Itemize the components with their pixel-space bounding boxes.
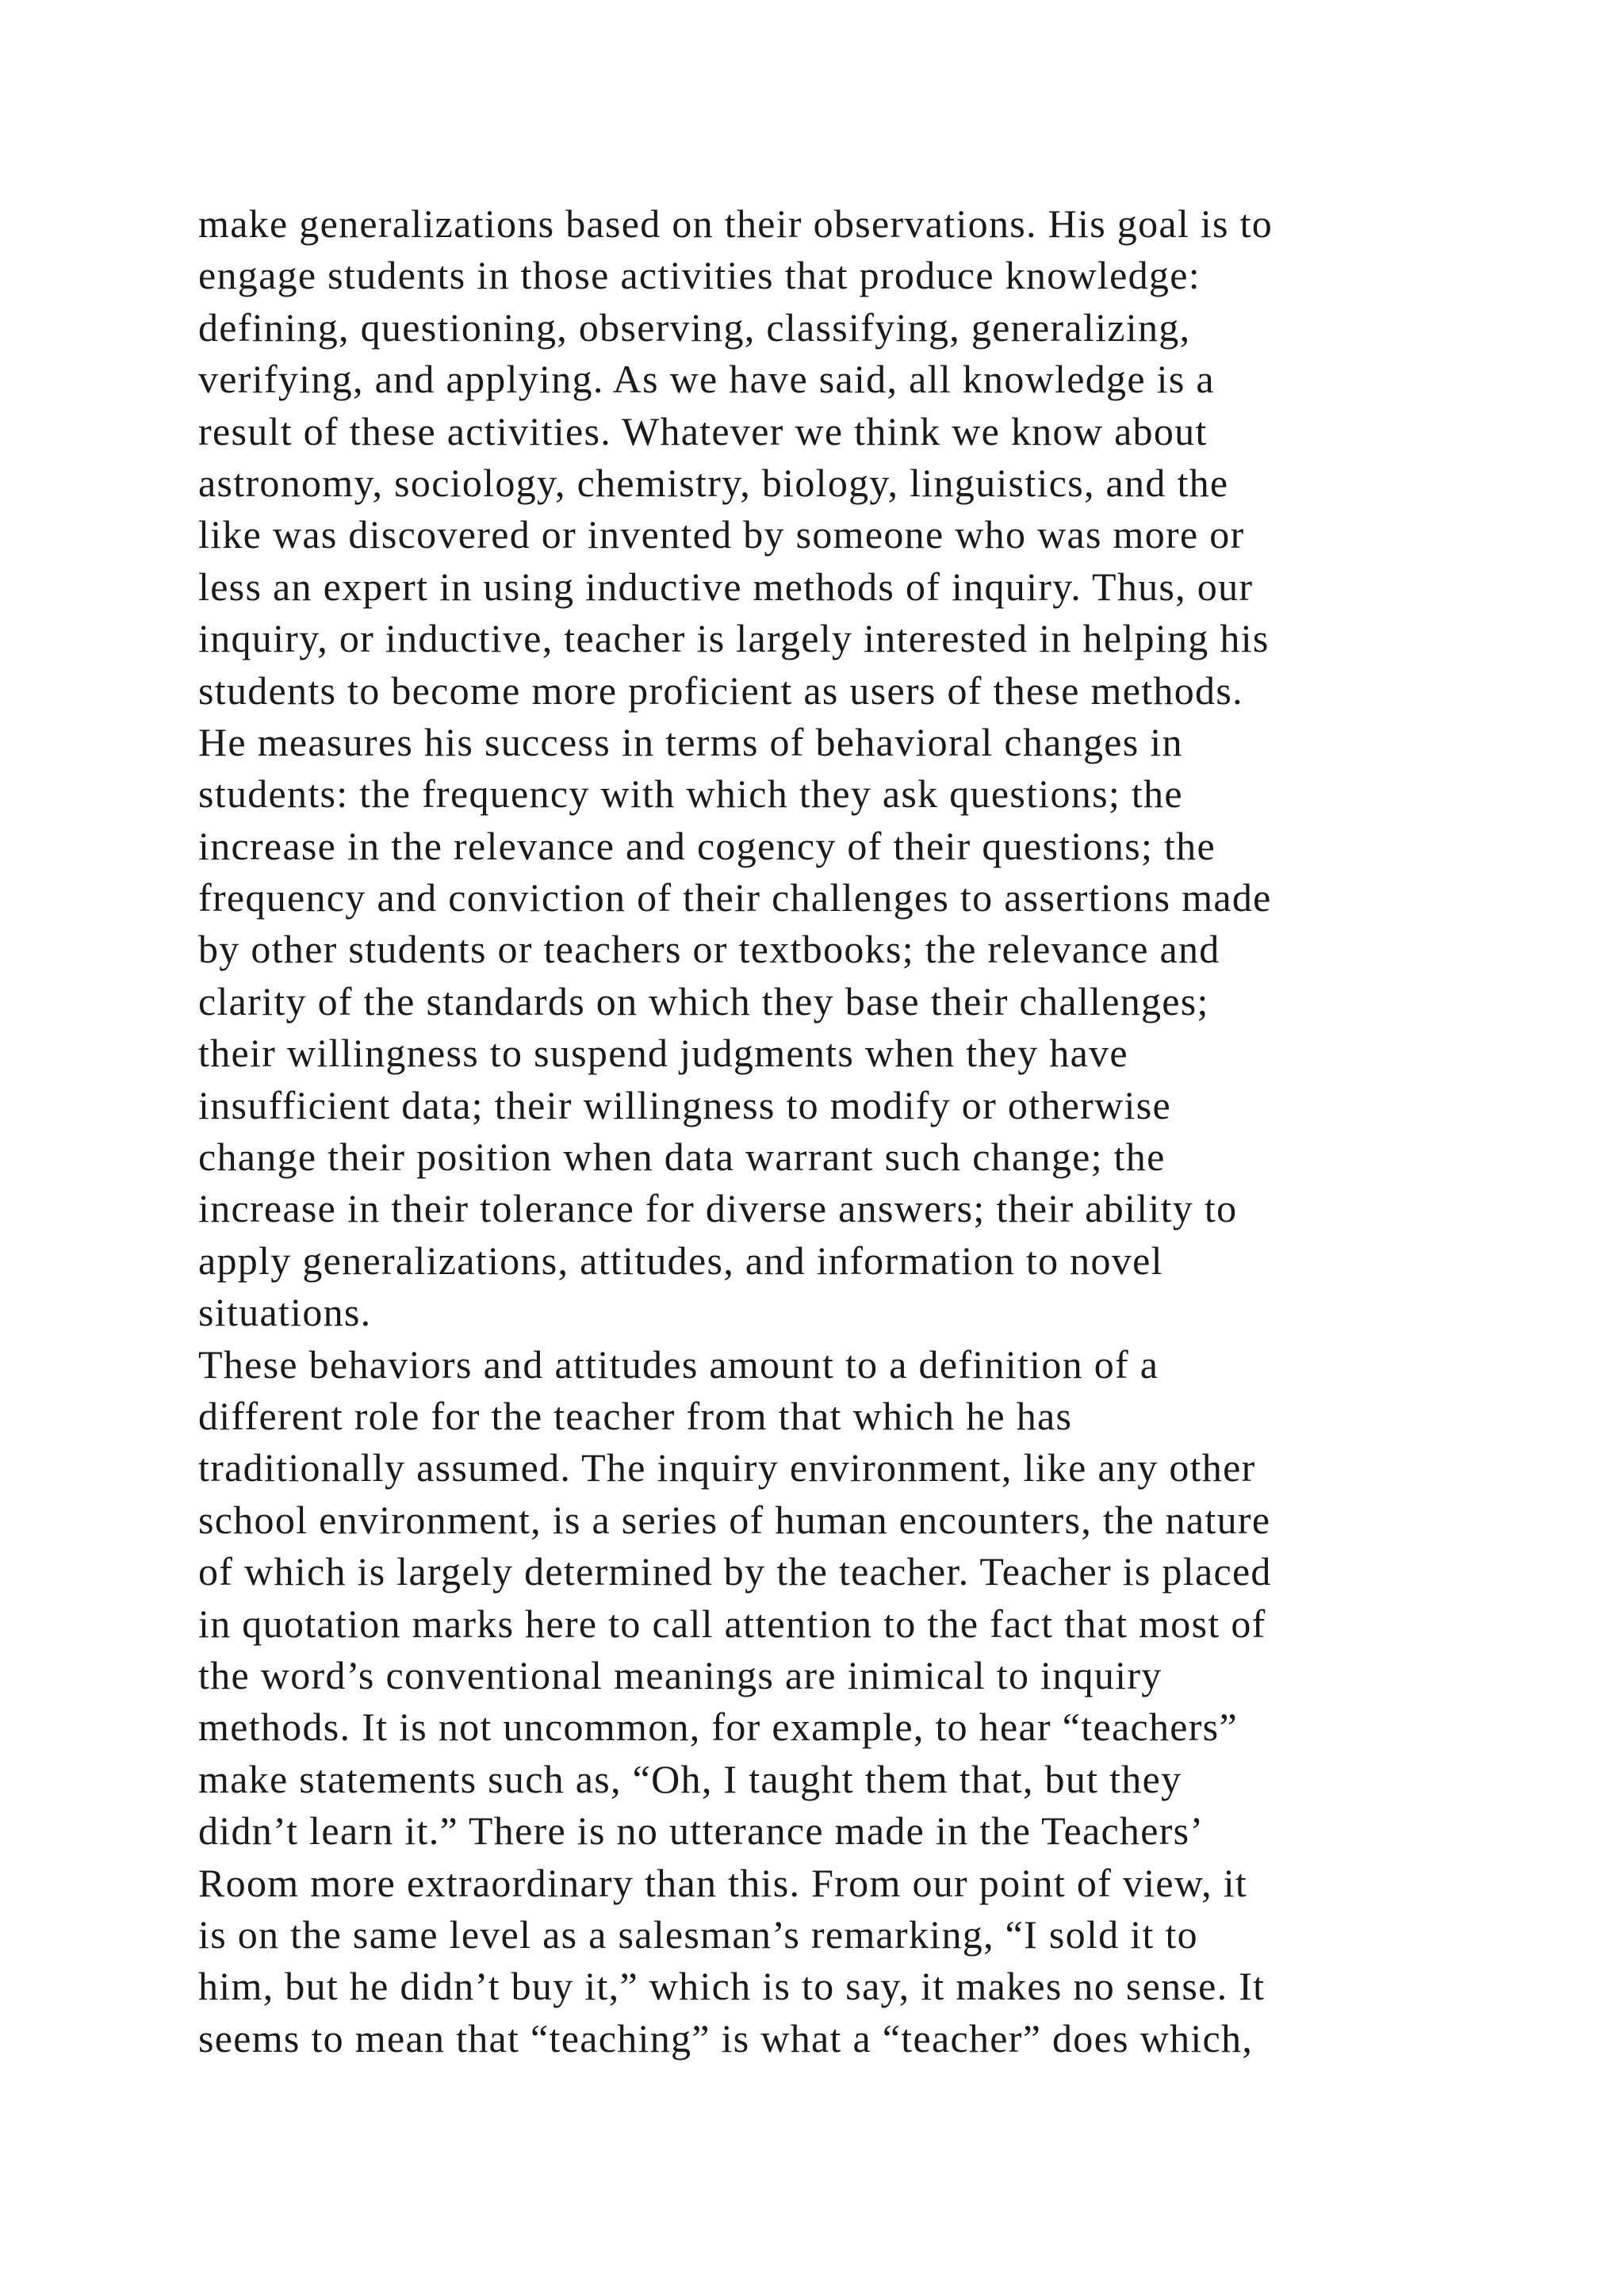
text-line: increase in their tolerance for diverse answers; their ability to xyxy=(198,1186,1238,1231)
text-line: didn’t learn it.” There is no utterance made in the Teachers’ xyxy=(198,1808,1205,1854)
text-line: school environment, is a series of human encounters, the nature xyxy=(198,1497,1271,1542)
text-line: astronomy, sociology, chemistry, biology, linguistics, and the xyxy=(198,460,1229,505)
text-line: methods. It is not uncommon, for example, to hear “teachers” xyxy=(198,1705,1238,1750)
text-line: in quotation marks here to call attention to the fact that most of xyxy=(198,1601,1266,1646)
text-line: him, but he didn’t buy it,” which is to say, it makes no sense. It xyxy=(198,1964,1266,2009)
text-line: of which is largely determined by the teacher. Teacher is placed xyxy=(198,1549,1272,1594)
text-line: different role for the teacher from that which he has xyxy=(198,1393,1073,1438)
text-line: These behaviors and attitudes amount to a definition of a xyxy=(198,1341,1159,1387)
text-line: change their position when data warrant such change; the xyxy=(198,1135,1166,1180)
text-line: verifying, and applying. As we have said, all knowledge is a xyxy=(198,357,1215,402)
text-line: situations. xyxy=(198,1290,372,1335)
text-line: increase in the relevance and cogency of their questions; the xyxy=(198,823,1216,868)
text-line: their willingness to suspend judgments when they have xyxy=(198,1031,1128,1076)
text-line: by other students or teachers or textbooks; the relevance and xyxy=(198,927,1220,972)
text-line: defining, questioning, observing, classifying, generalizing, xyxy=(198,304,1191,350)
text-line: is on the same level as a salesman’s remarking, “I sold it to xyxy=(198,1911,1198,1957)
text-line: frequency and conviction of their challenges to assertions made xyxy=(198,875,1272,920)
text-line: inquiry, or inductive, teacher is largely interested in helping his xyxy=(198,616,1270,661)
text-line: the word’s conventional meanings are inimical to inquiry xyxy=(198,1652,1162,1697)
text-line: apply generalizations, attitudes, and information to novel xyxy=(198,1238,1163,1283)
text-line: He measures his success in terms of behavioral changes in xyxy=(198,719,1183,764)
text-line: result of these activities. Whatever we think we know about xyxy=(198,408,1208,453)
text-line: less an expert in using inductive methods of inquiry. Thus, our xyxy=(198,564,1254,609)
text-line: students: the frequency with which they ask questions; the xyxy=(198,771,1183,817)
text-line: seems to mean that “teaching” is what a “teacher” does which, xyxy=(198,2015,1254,2061)
text-line: engage students in those activities that produce knowledge: xyxy=(198,253,1201,298)
text-line: traditionally assumed. The inquiry environment, like any other xyxy=(198,1445,1256,1490)
text-line: students to become more proficient as users of these methods. xyxy=(198,668,1243,713)
text-line: like was discovered or invented by someone who was more or xyxy=(198,512,1245,557)
document-body xyxy=(198,198,1467,2064)
text-line: make generalizations based on their observations. His goal is to xyxy=(198,201,1274,246)
text-line: Room more extraordinary than this. From our point of view, it xyxy=(198,1860,1248,1905)
text-line: clarity of the standards on which they base their challenges; xyxy=(198,978,1209,1024)
text-line: insufficient data; their willingness to modify or otherwise xyxy=(198,1082,1171,1127)
text-line: make statements such as, “Oh, I taught them that, but they xyxy=(198,1756,1182,1801)
